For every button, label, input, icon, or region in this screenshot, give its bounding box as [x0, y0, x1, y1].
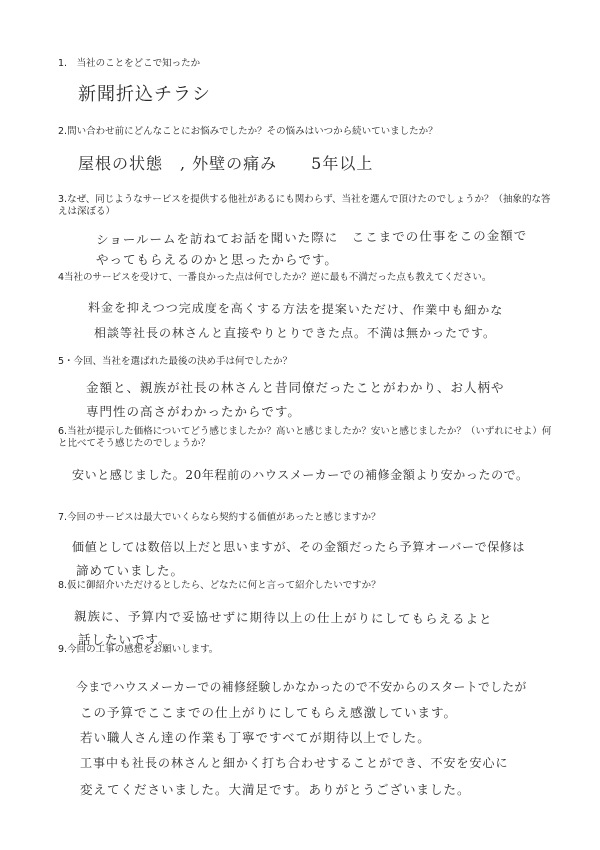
- answer-7-line-2: 諦めていました。: [76, 563, 185, 578]
- answer-4-line-1: 料金を抑えつつ完成度を高くする方法を提案いただけ、作業中も細かな: [87, 300, 504, 318]
- answer-9-line-1: 今までハウスメーカーでの補修経験しかなかったので不安からのスタートでしたが: [76, 680, 527, 694]
- question-4: 4当社のサービスを受けて、一番良かった点は何でしたか？逆に最も不満だった点も教えてください。: [58, 272, 492, 283]
- answer-8-line-2: 話したいです。: [78, 632, 172, 647]
- answer-5-line-2: 専門性の高さがわかったからです。: [86, 404, 301, 419]
- answer-9-line-5: 変えてくださいました。大満足です。ありがとうございました。: [80, 782, 471, 797]
- answer-2-line-1: 屋根の状態 , 外壁の痛み 5年以上: [78, 154, 374, 173]
- answer-5-line-1: 金額と、親族が社長の林さんと昔同僚だったことがわかり、お人柄や: [86, 380, 505, 395]
- answer-4-line-2: 相談等社長の林さんと直接やりとりできた点。不満は無かったです。: [94, 326, 497, 340]
- answer-7-line-1: 価値としては数倍以上だと思いますが、その金額だったら予算オーバーで保修は: [72, 540, 526, 554]
- answer-9-line-3: 若い職人さん達の作業も丁寧ですべてが期待以上でした。: [80, 730, 431, 745]
- answer-3-line-2: やってもらえるのかと思ったからです。: [96, 252, 338, 267]
- answer-9-line-2: この予算でここまでの仕上がりにしてもらえ感激しています。: [80, 705, 458, 720]
- answer-9-line-4: 工事中も社長の林さんと細かく打ち合わせすることができ、不安を安心に: [80, 756, 509, 770]
- question-7: 7.今回のサービスは最大でいくらなら契約する価値があったと感じますか？: [58, 512, 381, 523]
- question-9: 9.今回の工事の感想をお願いします。: [58, 644, 219, 655]
- answer-6-line-1: 安いと感じました。20年程前のハウスメーカーでの補修金額より安かったので。: [72, 468, 529, 482]
- question-3: 3.なぜ、同じようなサービスを提供する他社があるにも関わらず、当社を選んで頂けたのでしょうか？（抽象的な答えは深ぼる）: [58, 194, 551, 217]
- question-1: 1. 当社のことをどこで知ったか: [58, 58, 201, 69]
- question-8: 8.仮に御紹介いただけるとしたら、どなたに何と言って紹介したいですか？: [58, 580, 381, 591]
- question-6: 6.当社が提示した価格についてどう感じましたか？高いと感じましたか？安いと感じましたか？（いずれにせよ）何と比べてそう感じたのでしょうか？: [58, 426, 552, 449]
- answer-1-line-1: 新聞折込チラシ: [78, 84, 211, 105]
- question-2: 2.問い合わせ前にどんなことにお悩みでしたか？その悩みはいつから続いていましたか？: [58, 126, 438, 137]
- answer-3-line-1: ショールームを訪ねてお話を聞いた際に ここまでの仕事をこの金額で: [95, 227, 528, 248]
- answer-8-line-1: 親族に、予算内で妥協せずに期待以上の仕上がりにしてもらえるよと: [73, 608, 493, 627]
- question-5: 5・今回、当社を選ばれた最後の決め手は何でしたか？: [58, 356, 293, 367]
